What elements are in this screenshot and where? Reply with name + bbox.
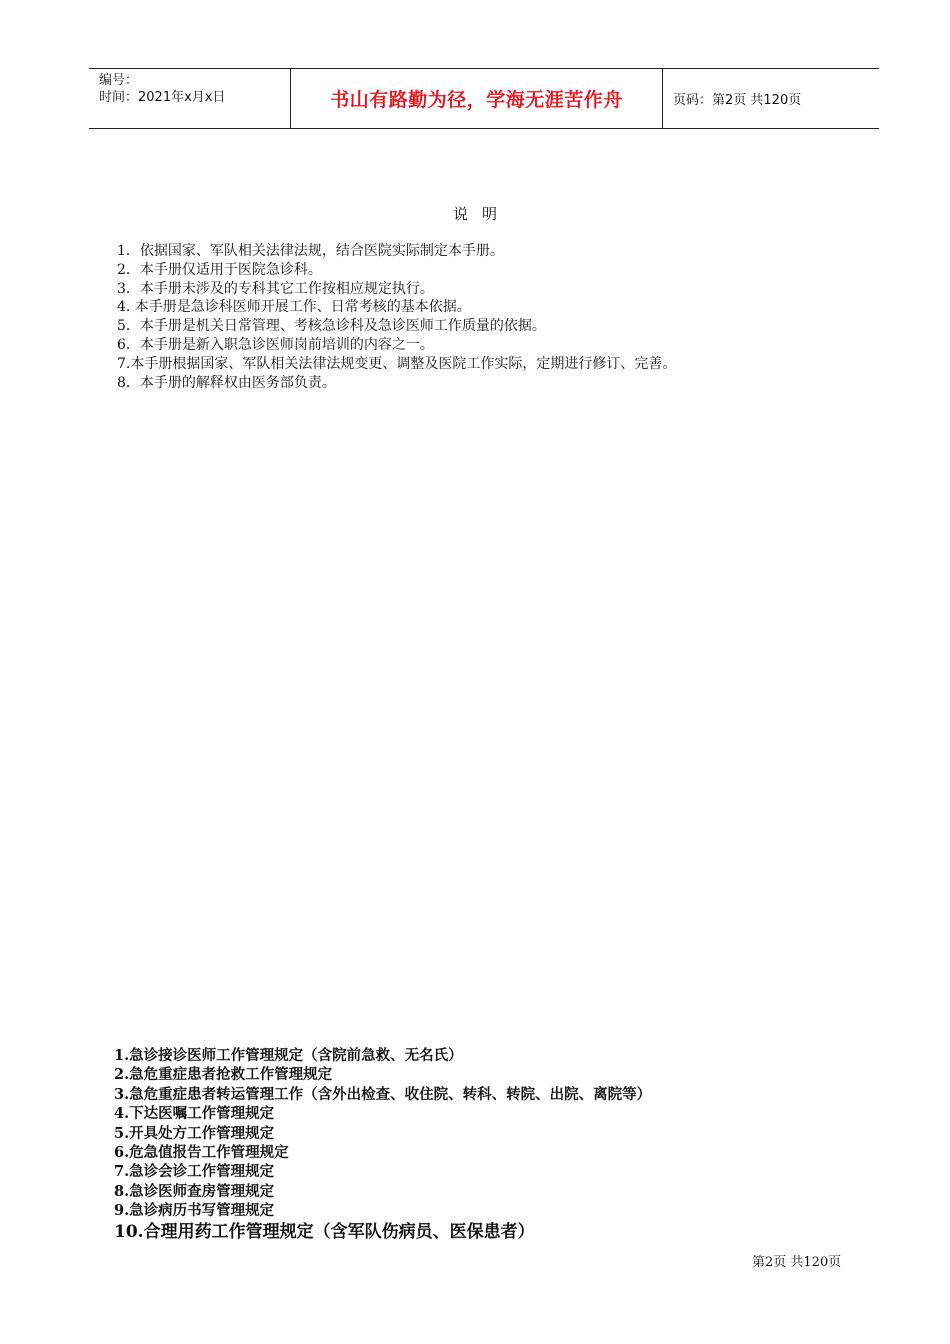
note-item: 1．依据国家、军队相关法律法规，结合医院实际制定本手册。: [117, 243, 504, 259]
toc-item: 1.急诊接诊医师工作管理规定（含院前急救、无名氏）: [114, 1047, 463, 1064]
notes-list: [117, 242, 877, 392]
note-item: 3．本手册未涉及的专科其它工作按相应规定执行。: [117, 280, 434, 297]
page-title: 说明: [452, 205, 511, 223]
note-item: 2．本手册仅适用于医院急诊科。: [117, 261, 322, 278]
toc-item: 5.开具处方工作管理规定: [114, 1124, 275, 1142]
toc-item: 6.危急值报告工作管理规定: [114, 1144, 289, 1162]
header-motto-cell: [291, 69, 663, 128]
note-item: 7.本手册根据国家、军队相关法律法规变更、调整及医院工作实际，定期进行修订、完善。: [117, 355, 677, 372]
toc-item: 9.急诊病历书写管理规定: [114, 1202, 275, 1220]
toc-item: 4.下达医嘱工作管理规定: [114, 1105, 275, 1123]
note-item: 5．本手册是机关日常管理、考核急诊科及急诊医师工作质量的依据。: [117, 318, 546, 335]
toc-item: 8.急诊医师查房管理规定: [114, 1182, 275, 1200]
toc-item: 2.急危重症患者抢救工作管理规定: [114, 1066, 333, 1084]
toc-list: [114, 1046, 874, 1243]
toc-item: 3.急危重症患者转运管理工作（含外出检查、收住院、转科、转院、出院、离院等）: [114, 1085, 652, 1103]
header-motto: 书山有路勤为径，学海无涯苦作舟: [330, 89, 623, 111]
note-item: 6．本手册是新入职急诊医师岗前培训的内容之一。: [117, 336, 434, 353]
document-number-label: 编号：: [99, 73, 139, 88]
toc-item: 7.急诊会诊工作管理规定: [114, 1163, 275, 1181]
toc-item: 10.合理用药工作管理规定（含军队伤病员、医保患者）: [114, 1221, 535, 1242]
page-footer: 第2页 共120页: [752, 1255, 842, 1270]
note-item: 4. 本手册是急诊科医师开展工作、日常考核的基本依据。: [117, 299, 471, 316]
header-meta: [89, 69, 291, 128]
header-page-number: 页码：第2页 共120页: [673, 93, 802, 108]
header-page-cell: [663, 69, 879, 128]
document-time-label: 时间：2021年x月x日: [99, 90, 226, 105]
note-item: 8．本手册的解释权由医务部负责。: [117, 374, 336, 391]
page-header: [89, 68, 879, 129]
